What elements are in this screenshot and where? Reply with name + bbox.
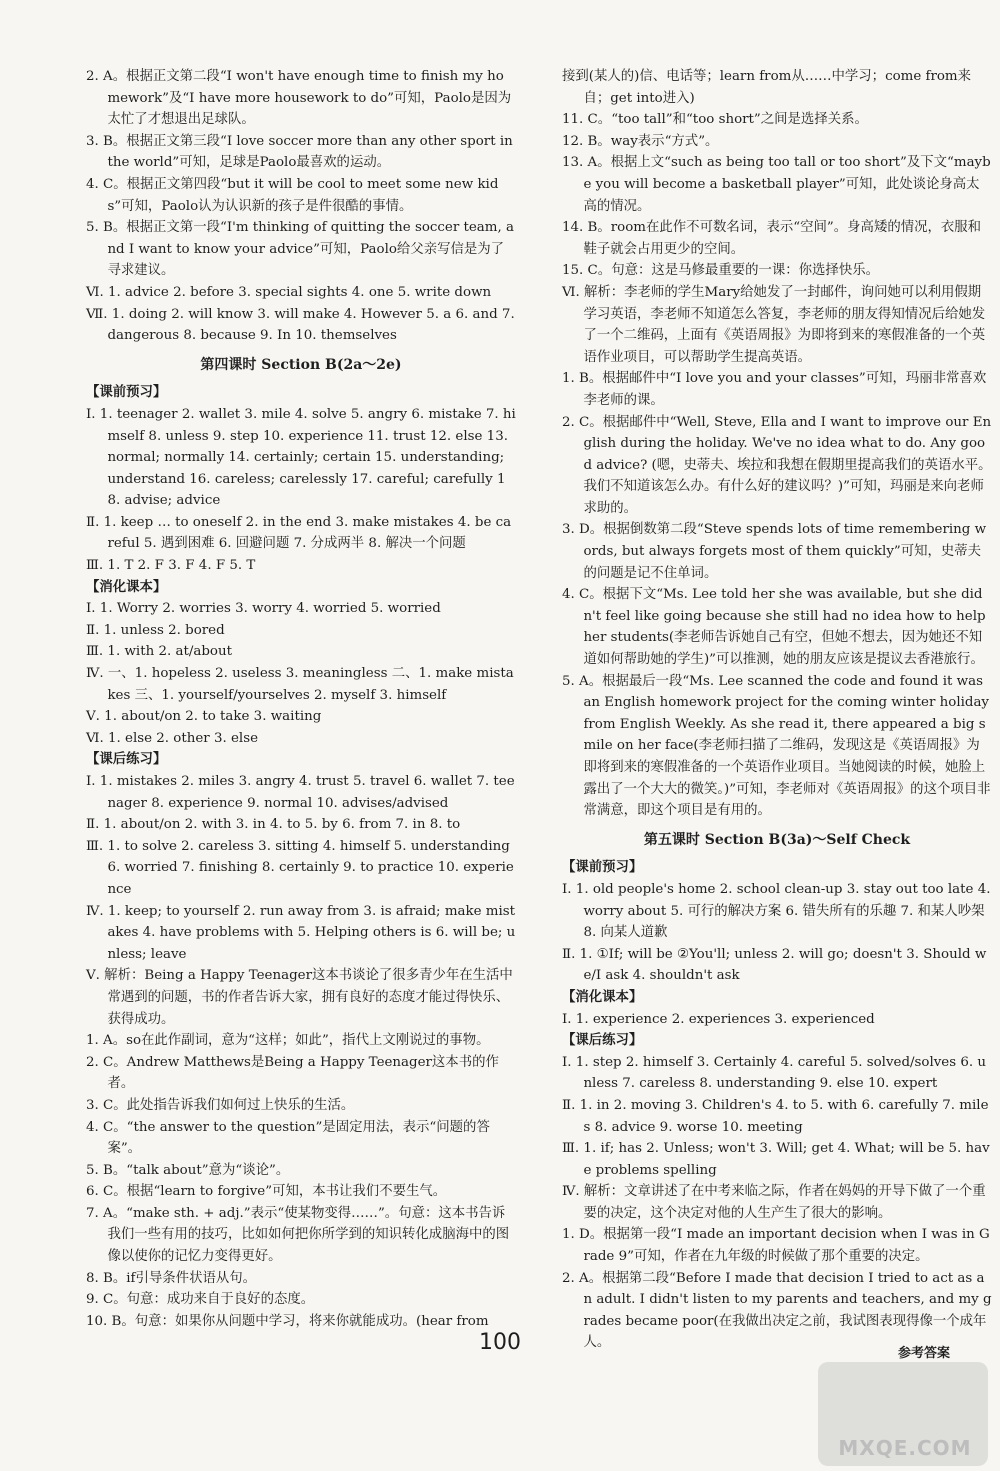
answer-line: 15. C。句意：这是马修最重要的一课：你选择快乐。 [562,263,879,279]
answer-line: 3. D。根据倒数第二段“Steve spends lots of time remembering words, but always forgets most of them quickly”可知，史蒂夫的问题是记不住单词。 [562,522,987,581]
answer-line: Ⅰ. 1. Worry 2. worries 3. worry 4. worried 5. worried [86,601,441,617]
answer-line: 3. C。此处指告诉我们如何过上快乐的生活。 [86,1097,355,1113]
answer-line: 1. A。so在此作副词，意为“这样；如此”，指代上文刚说过的事物。 [86,1033,490,1049]
answer-line: 9. C。句意：成功来自于良好的态度。 [86,1292,315,1308]
answer-line: Ⅵ. 解析：李老师的学生Mary给她发了一封邮件，询问她可以利用假期学习英语，李老师不知道怎么答复，李老师的朋友得知情况后给她发了一个二维码，上面有《英语周报》为即将到来的寒假准备的一个英语作业项目，可以帮助学生提高英语。 [562,284,986,365]
subsection-label: 【消化课本】 [562,988,643,1005]
answer-line: 1. D。根据第一段“I made an important decision when I was in Grade 9”可知，作者在九年级的时候做了那个重要的决定。 [562,1227,990,1265]
answer-line: 2. C。Andrew Matthews是Being a Happy Teenager这本书的作者。 [86,1054,499,1092]
answer-line: Ⅱ. 1. in 2. moving 3. Children's 4. to 5. with 6. carefully 7. miles 8. advice 9. worse 10. meeting [562,1097,989,1135]
answer-line: 12. B。way表示“方式”。 [562,133,719,149]
answer-line: Ⅳ. 一、1. hopeless 2. useless 3. meaningless 二、1. make mistakes 三、1. yourself/yourselves 2. myself 3. himself [86,666,514,703]
subsection-label: 【课前预习】 [562,859,643,876]
answer-line: 1. B。根据邮件中“I love you and your classes”可知，玛丽非常喜欢李老师的课。 [562,371,987,408]
answer-line: 7. A。“make sth. + adj.”表示“使某物变得……”。句意：这本书告诉我们一些有用的技巧，比如如何把你所学到的知识转化成脑海中的图像以使你的记忆力变得更好。 [86,1205,510,1265]
answer-line: Ⅱ. 1. unless 2. bored [86,622,225,638]
answer-line: 5. A。根据最后一段“Ms. Lee scanned the code and found it was an English homework project for the coming winter holiday from English Weekly. As she read it, there appeared a big smile on her face(李老师扫描了二维码，发现这是《英语周报》为即将到来的寒假准备的一个英语作业项目。当她阅读的时候，她脸上露出了一个大大的微笑。)”可知，李老师对《英语周报》的这个项目非常满意，即这个项目是有用的。 [562,673,991,819]
answer-line: Ⅴ. 解析：Being a Happy Teenager这本书谈论了很多青少年在生活中常遇到的问题，书的作者告诉大家，拥有良好的态度才能过得快乐、获得成功。 [86,968,513,1027]
answer-line: 2. A。根据第二段“Before I made that decision I tried to act as an adult. I didn't listen to my parents and teachers, and my grades became poor(在我做出决定之前，我试图表现得像一个成年人。 [562,1270,992,1351]
answer-line: Ⅵ. 1. else 2. other 3. else [86,730,258,746]
watermark-text: MXQE.COM [838,1436,972,1460]
answer-line: 接到(某人的)信、电话等；learn from从……中学习；come from来自；get into进入) [562,69,972,106]
page-number: 100 [479,1330,521,1355]
answer-line: Ⅱ. 1. keep … to oneself 2. in the end 3. make mistakes 4. be careful 5. 遇到困难 6. 回避问题 7. 分成两半 8. 解决一个问题 [86,514,512,552]
answer-line: 6. C。根据“learn to forgive”可知，本书让我们不要生气。 [86,1184,447,1200]
subsection-label: 【课后练习】 [562,1032,643,1049]
answer-line: 14. B。room在此作不可数名词，表示“空间”。身高矮的情况，衣服和鞋子就会占用更少的空间。 [562,220,982,257]
answer-line: 3. B。根据正文第三段“I love soccer more than any other sport in the world”可知，足球是Paolo最喜欢的运动。 [86,133,513,171]
answer-line: Ⅰ. 1. mistakes 2. miles 3. angry 4. trust 5. travel 6. wallet 7. teenager 8. experience 9. normal 10. advises/advised [86,774,515,811]
answer-line: 2. C。根据邮件中“Well, Steve, Ella and I want to improve our English during the holiday. We've no idea what to do. Any good advice? (嗯，史蒂夫、埃拉和我想在假期里提高我们的英语水平。我们不知道该怎么办。有什么好的建议吗？)”可知，玛丽是来向老师求助的。 [562,414,992,516]
answer-line: Ⅲ. 1. with 2. at/about [86,644,232,660]
answer-line: 10. B。句意：如果你从问题中学习，将来你就能成功。(hear from [86,1313,489,1329]
answer-line: 5. B。“talk about”意为“谈论”。 [86,1162,290,1178]
section-heading: 第四课时 Section B(2a～2e) [200,356,402,373]
answer-line: Ⅶ. 1. doing 2. will know 3. will make 4. However 5. a 6. and 7. dangerous 8. because 9. In 10. themselves [86,306,515,344]
answer-line: 4. C。“the answer to the question”是固定用法，表示“问题的答案”。 [86,1119,490,1157]
answer-line: 11. C。“too tall”和“too short”之间是选择关系。 [562,112,868,128]
subsection-label: 【消化课本】 [86,578,167,595]
answer-line: Ⅱ. 1. ①If; will be ②You'll; unless 2. will go; doesn't 3. Should we/I ask 4. shouldn't ask [562,946,987,984]
answer-line: Ⅰ. 1. old people's home 2. school clean-up 3. stay out too late 4. worry about 5. 可行的解决方案 6. 错失所有的乐趣 7. 和某人吵架 8. 向某人道歉 [562,881,991,941]
answer-line: 4. C。根据下文“Ms. Lee told her she was available, but she didn't feel like going because she still had no idea how to help her students(李老师告诉她自己有空，但她不想去，因为她还不知道如何帮助她的学生)”可以推测，她的朋友应该是提议去香港旅行。 [562,587,986,668]
answer-line: Ⅵ. 1. advice 2. before 3. special sights 4. one 5. write down [86,284,492,300]
answer-line: Ⅱ. 1. about/on 2. with 3. in 4. to 5. by 6. from 7. in 8. to [86,817,461,833]
answer-line: 8. B。if引导条件状语从句。 [86,1270,257,1286]
subsection-label: 【课后练习】 [86,751,167,768]
answer-line: 5. B。根据正文第一段“I'm thinking of quitting the soccer team, and I want to know your advice”可知，Paolo给父亲写信是为了寻求建议。 [86,220,514,279]
subsection-label: 【课前预习】 [86,384,167,401]
answer-line: Ⅰ. 1. teenager 2. wallet 3. mile 4. solve 5. angry 6. mistake 7. himself 8. unless 9. step 10. experience 11. trust 12. else 13. normal; normally 14. certainly; certain 15. understanding; understand 16. careless; carelessly 17. careful; carefully 18. advise; advice [86,406,516,509]
footer-label: 参考答案 [898,1346,951,1361]
left-column [86,66,516,1332]
answer-line: 2. A。根据正文第二段“I won't have enough time to finish my homework”及“I have more housework to do”可知，Paolo是因为太忙了才想退出足球队。 [86,69,512,128]
answer-line: Ⅳ. 解析：文章讲述了在中考来临之际，作者在妈妈的开导下做了一个重要的决定，这个决定对他的人生产生了很大的影响。 [562,1184,986,1221]
answer-line: Ⅴ. 1. about/on 2. to take 3. waiting [86,709,322,725]
right-column [562,66,992,1354]
answer-line: Ⅲ. 1. T 2. F 3. F 4. F 5. T [86,558,256,574]
answer-line: 4. C。根据正文第四段“but it will be cool to meet some new kids”可知，Paolo认为认识新的孩子是件很酷的事情。 [86,176,499,214]
answer-line: Ⅲ. 1. to solve 2. careless 3. sitting 4. himself 5. understanding 6. worried 7. finishing 8. certainly 9. to practice 10. experience [86,838,514,897]
answer-line: Ⅳ. 1. keep; to yourself 2. run away from 3. is afraid; make mistakes 4. have problems with 5. Helping others is 6. will be; unless; leave [86,903,516,962]
answer-line: 13. A。根据上文“such as being too tall or too short”及下文“maybe you will become a basketball player”可知，此处谈论身高太高的情况。 [562,155,991,214]
section-heading: 第五课时 Section B(3a)～Self Check [643,831,911,848]
answer-line: Ⅰ. 1. experience 2. experiences 3. experienced [562,1011,875,1027]
answer-line: Ⅲ. 1. if; has 2. Unless; won't 3. Will; get 4. What; will be 5. have problems spelling [562,1141,990,1178]
answer-line: Ⅰ. 1. step 2. himself 3. Certainly 4. careful 5. solved/solves 6. unless 7. careless 8. understanding 9. else 10. expert [562,1054,987,1092]
